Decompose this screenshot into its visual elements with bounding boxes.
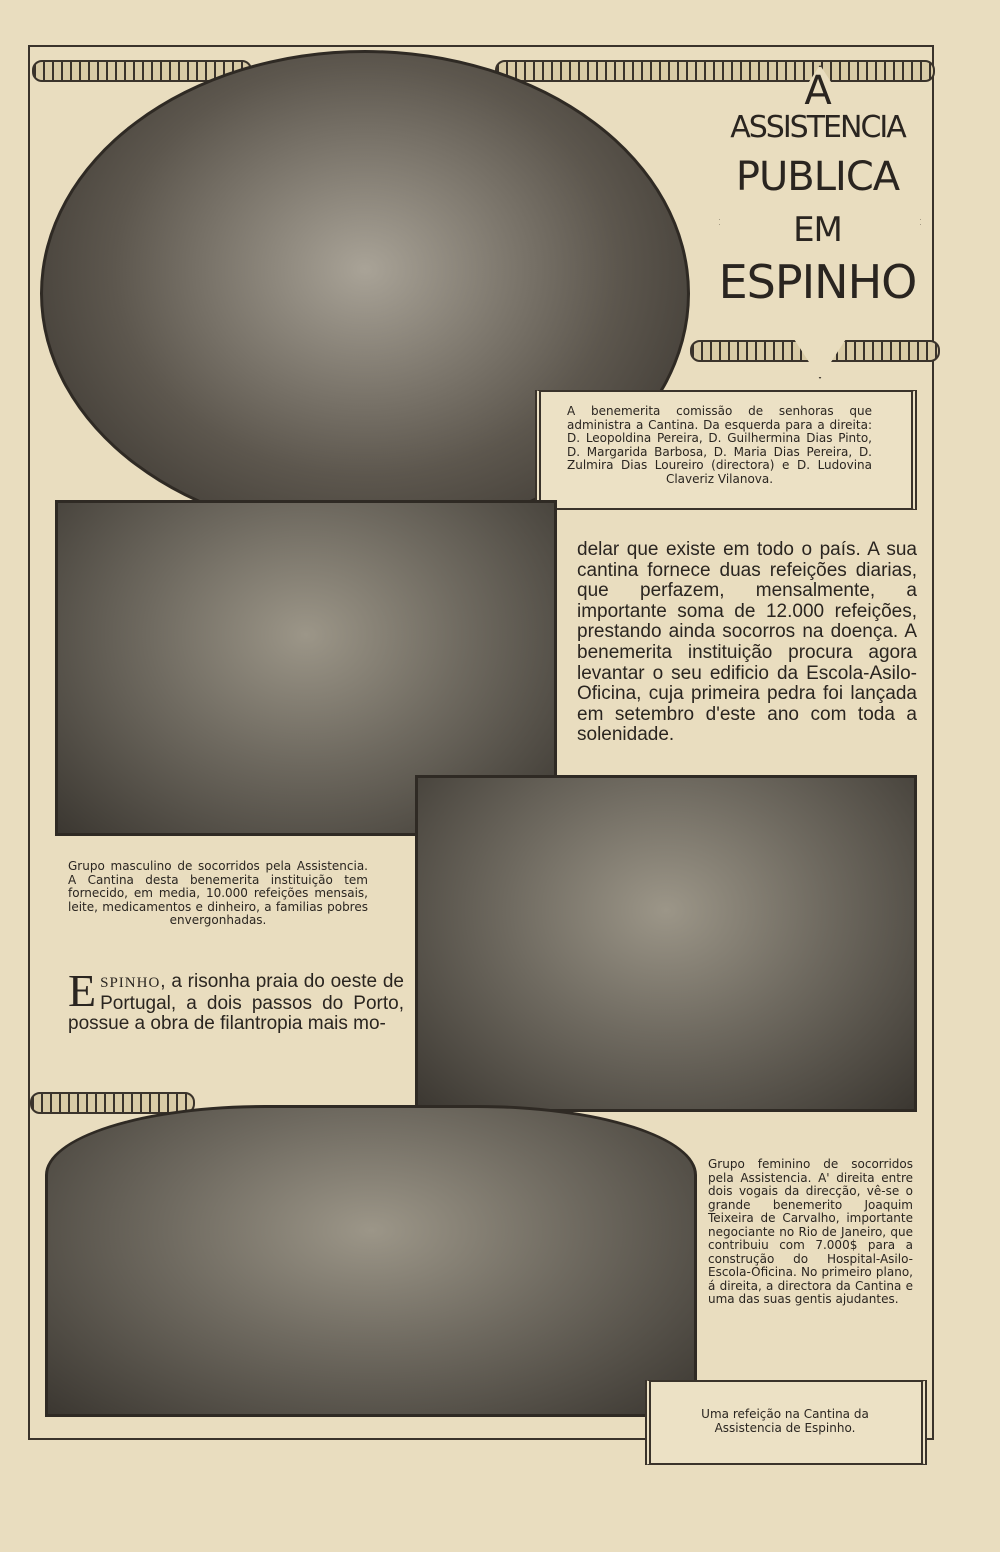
drop-cap: E [68, 965, 97, 1016]
article-small-caps: SPINHO [100, 975, 161, 991]
photo-girls-group [415, 775, 917, 1112]
headline-line-1: A [804, 68, 831, 114]
article-intro [68, 965, 404, 1035]
headline-line-3: PUBLICA [735, 154, 900, 200]
caption-boys: Grupo masculino de socorridos pela Assistencia. A Cantina desta benemerita instituição tem fornecido, em media, 10.000 refeições mensais, leite, medicamentos e dinheiro, a familias pobres envergonhadas. [68, 859, 368, 927]
caption-girls: Grupo feminino de socorridos pela Assistencia. A' direita entre dois vogais da direcção, vê-se o grande benemerito Joaquim Teixeira de Carvalho, importante negociante no Rio de Janeiro, que contribuiu com 7.000$ para a construção do Hospital-Asilo-Escola-Oficina. No primeiro plano, á direita, a directora da Cantina e uma das suas gentis ajudantes. [708, 1157, 913, 1306]
article-continuation: delar que existe em todo o país. A sua cantina fornece duas refeições diarias, que perfazem, mensalmente, a importante soma de 12.000 refeições, prestando ainda socorros na doença. A benemerita instituição procura agora levantar o seu edificio da Escola-Asilo-Oficina, cuja primeira pedra foi lançada em setembro d'este ano com toda a solenidade. [577, 539, 917, 746]
headline [700, 55, 935, 385]
caption-meal: Uma refeição na Cantina da Assistencia de Espinho. [701, 1407, 869, 1435]
caption-committee: A benemerita comissão de senhoras que administra a Cantina. Da esquerda para a direita: D. Leopoldina Pereira, D. Guilhermina Dias Pinto, D. Margarida Barbosa, D. Maria Dias Pereira, D. Zulmira Dias Loureiro (directora) e D. Ludovina Claveriz Vilanova. [567, 404, 872, 486]
photo-cantina-meal [45, 1105, 697, 1417]
article-intro-text: , a risonha praia do oeste de Portugal, a dois passos do Porto, possue a obra de filantropia mais mo- [68, 971, 404, 1035]
headline-line-5: ESPINHO [718, 255, 917, 309]
headline-line-2: ASSISTENCIA [730, 110, 905, 145]
headline-line-4: EM [793, 210, 842, 250]
